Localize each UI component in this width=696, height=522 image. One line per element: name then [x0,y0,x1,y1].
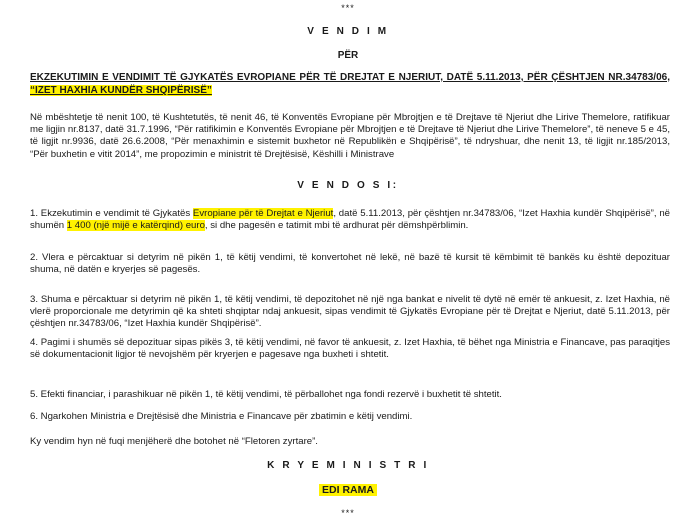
title-text: EKZEKUTIMIN E VENDIMIT TË GJYKATËS EVROPIANE PËR TË DREJTAT E NJERIUT, DATË 5.11.2013, PËR ÇËSHTJEN NR.34783/06, [30,72,670,83]
stars-bottom: *** [341,508,355,518]
point-1-text-e: , si dhe pagesën e tatimit mbi të ardhurat për dëmshpërblimin. [204,220,469,232]
title-quote: “IZET HAXHIA KUNDËR SHQIPËRISË” [30,85,212,96]
heading-vendosi: V E N D O S I: [297,180,399,191]
point-1-amount-highlight: 1 400 (një mijë e katërqind) euro [66,220,205,232]
point-5: 5. Efekti financiar, i parashikuar në pikën 1, të këtij vendimi, të përballohet nga fondi rezervë i buxhetit të shtetit. [30,389,502,400]
signature-title: K R Y E M I N I S T R I [267,460,429,471]
point-4: 4. Pagimi i shumës së depozituar sipas pikës 3, të këtij vendimi, në favor të ankuesit, z. Izet Haxhia, të bëhet nga Ministria e Financave, pas paraqitjes së dokumentacionit ligjor të nevojshëm për kryerjen e pagesave nga buxheti i shtetit. [30,337,670,361]
point-1-text-c: , datë 5.11.2013, për çështjen nr.34783/06, “Izet Haxhia kundër Shqipërisë”, në shumën [30,208,670,232]
closing-statement: Ky vendim hyn në fuqi menjëherë dhe botohet në “Fletoren zyrtare”. [30,436,318,447]
point-6: 6. Ngarkohen Ministria e Drejtësisë dhe Ministria e Financave për zbatimin e këtij vendimi. [30,411,413,422]
point-1-text-a: 1. Ekzekutimin e vendimit të Gjykatës [30,208,193,219]
point-1-court-highlight: Evropiane për të Drejtat e Njeriut [192,208,334,219]
preamble: Në mbështetje të nenit 100, të Kushtetutës, të nenit 46, të Konventës Evropiane për Mbrojtjen e të Drejtave të Njeriut dhe Lirive Themelore, ratifikuar me ligjin nr.8137, datë 31.7.1996, “Për ratifikimin e Konventës Evropiane për Mbrojtjen e të Drejtave të Njeriut dhe Lirive Themelore”, të neneve 5 e 45, të ligjit nr.9936, datë 26.6.2008, “Për menaxhimin e sistemit buxhetor në Republikën e Shqipërisë”, të ndryshuar, dhe nenit 13, të ligjit nr.185/2013, “Për buxhetin e vitit 2014”, me propozimin e ministrit të Drejtësisë, Këshilli i Ministrave [30,112,670,160]
document-title [30,71,670,97]
signature-name: EDI RAMA [319,484,377,496]
heading-vendim: V E N D I M [307,26,389,37]
point-3: 3. Shuma e përcaktuar si detyrim në pikën 1, të këtij vendimi, të depozitohet në një nga bankat e nivelit të dytë në emër të ankuesit, z. Izet Haxhia, në vlerë proporcionale me detyrimin që ka shteti shqiptar ndaj ankuesit, sipas vendimit të Gjykatës Evropiane për të Drejtat e Njeriut, datë 5.11.2013, për çështjen nr.34783/06, “Izet Haxhia kundër Shqipërisë”. [30,294,670,330]
heading-per: PËR [337,50,359,61]
point-2: 2. Vlera e përcaktuar si detyrim në pikën 1, të këtij vendimi, të konvertohet në lekë, në bazë të kursit të këmbimit të bankës ku është depozituar shuma, në datën e kryerjes së pagesës. [30,252,670,276]
point-1 [30,208,670,232]
stars-top: *** [341,3,355,13]
signature-name-wrap [0,484,696,496]
